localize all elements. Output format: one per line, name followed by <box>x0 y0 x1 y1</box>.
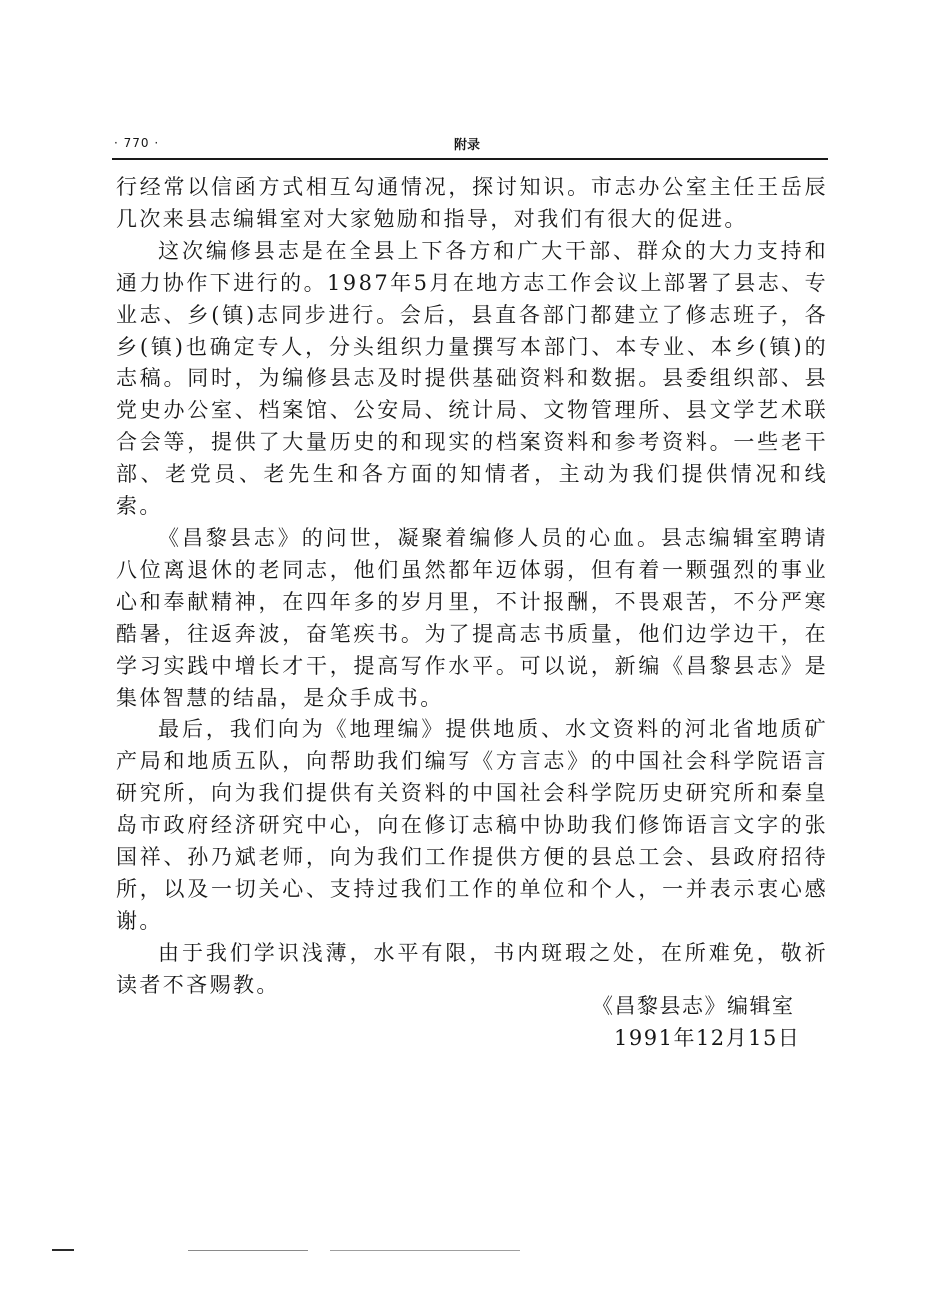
scan-artifact-line <box>52 1249 74 1251</box>
paragraph-editors: 《昌黎县志》的问世，凝聚着编修人员的心血。县志编辑室聘请八位离退休的老同志，他们虽然都年迈体弱，但有着一颗强烈的事业心和奉献精神，在四年多的岁月里，不计报酬，不畏艰苦，不分严寒酷暑，往返奔波，奋笔疾书。为了提高志书质量，他们边学边干，在学习实践中增长才干，提高写作水平。可以说，新编《昌黎县志》是集体智慧的结晶，是众手成书。 <box>116 525 828 710</box>
scan-artifact-line <box>188 1250 308 1251</box>
signature-organization: 《昌黎县志》编辑室 <box>592 994 795 1018</box>
running-head: 附录 <box>454 138 481 153</box>
paragraph-support: 这次编修县志是在全县上下各方和广大干部、群众的大力支持和通力协作下进行的。1987年5月在地方志工作会议上部署了县志、专业志、乡(镇)志同步进行。会后，县直各部门都建立了修志班子，各乡(镇)也确定专人，分头组织力量撰写本部门、本专业、本乡(镇)的志稿。同时，为编修县志及时提供基础资料和数据。县委组织部、县党史办公室、档案馆、公安局、统计局、文物管理所、县文学艺术联合会等，提供了大量历史的和现实的档案资料和参考资料。一些老干部、老党员、老先生和各方面的知情者，主动为我们提供情况和线索。 <box>116 238 828 519</box>
signature-block <box>592 990 832 1054</box>
paragraph-continued: 行经常以信函方式相互勾通情况，探讨知识。市志办公室主任王岳辰几次来县志编辑室对大家勉励和指导，对我们有很大的促进。 <box>116 175 828 231</box>
paragraph-closing: 由于我们学识浅薄，水平有限，书内斑瑕之处，在所难免，敬祈读者不吝赐教。 <box>116 940 828 997</box>
header-rule <box>112 158 828 160</box>
page-header <box>114 134 826 156</box>
page-number: · 770 · <box>114 136 160 150</box>
scan-artifact-line <box>330 1250 520 1251</box>
signature-date: 1991年12月15日 <box>614 1026 801 1050</box>
body-text <box>116 172 828 1002</box>
paragraph-thanks: 最后，我们向为《地理编》提供地质、水文资料的河北省地质矿产局和地质五队，向帮助我们编写《方言志》的中国社会科学院语言研究所，向为我们提供有关资料的中国社会科学院历史研究所和秦皇岛市政府经济研究中心，向在修订志稿中协助我们修饰语言文字的张国祥、孙乃斌老师，向为我们工作提供方便的县总工会、县政府招待所，以及一切关心、支持过我们工作的单位和个人，一并表示衷心感谢。 <box>116 717 828 933</box>
